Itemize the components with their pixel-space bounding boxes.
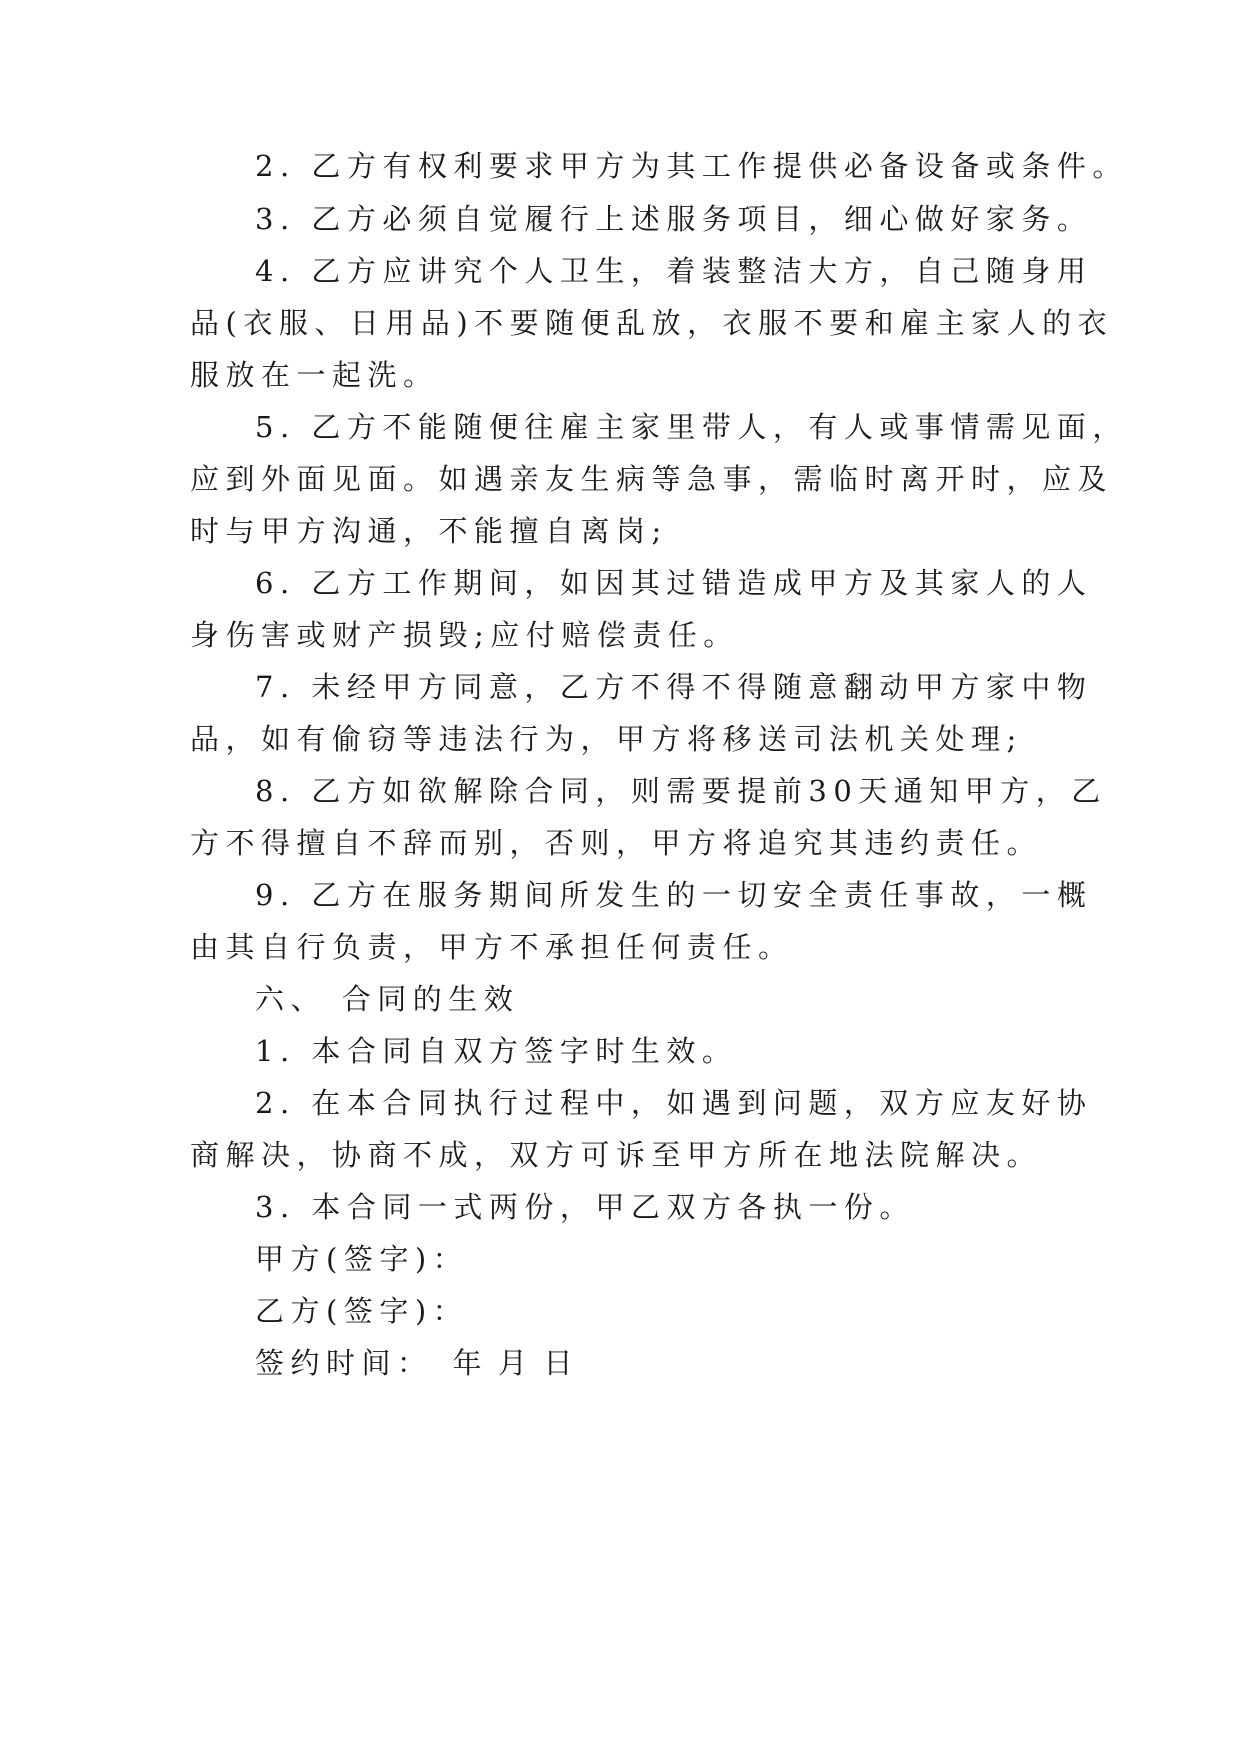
clause-5-line-1: 5. 乙方不能随便往雇主家里带人，有人或事情需见面， xyxy=(255,410,1128,444)
signing-date-line xyxy=(255,1343,1155,1383)
clause-7-line-1: 7. 未经甲方同意，乙方不得不得随意翻动甲方家中物 xyxy=(255,670,1093,704)
clause-3-line-1: 3. 乙方必须自觉履行上述服务项目，细心做好家务。 xyxy=(255,202,1093,236)
section-6-item-2-line-1: 2. 在本合同执行过程中，如遇到问题，双方应友好协 xyxy=(255,1086,1093,1120)
clause-4-line-2: 品(衣服、日用品)不要随便乱放，衣服不要和雇主家人的衣 xyxy=(190,306,1114,340)
clause-8-line-1: 8. 乙方如欲解除合同，则需要提前30天通知甲方，乙 xyxy=(255,774,1107,808)
clause-4-line-3: 服放在一起洗。 xyxy=(190,358,439,392)
clause-6-line-2: 身伤害或财产损毁;应付赔偿责任。 xyxy=(190,618,739,652)
party-b-signature-label: 乙方(签字)： xyxy=(255,1294,469,1328)
clause-9-line-2: 由其自行负责，甲方不承担任何责任。 xyxy=(190,930,794,964)
clause-4-line-1: 4. 乙方应讲究个人卫生，着装整洁大方，自己随身用 xyxy=(255,254,1093,288)
clause-8-line-2: 方不得擅自不辞而别，否则，甲方将追究其违约责任。 xyxy=(190,826,1043,860)
clause-7-line-2: 品，如有偷窃等违法行为，甲方将移送司法机关处理; xyxy=(190,722,1023,756)
section-6-item-3: 3. 本合同一式两份，甲乙双方各执一份。 xyxy=(255,1190,915,1224)
clause-9-line-1: 9. 乙方在服务期间所发生的一切安全责任事故，一概 xyxy=(255,878,1093,912)
clause-5-line-2: 应到外面见面。如遇亲友生病等急事，需临时离开时，应及 xyxy=(190,462,1114,496)
section-6-item-1: 1. 本合同自双方签字时生效。 xyxy=(255,1034,738,1068)
party-a-signature-label: 甲方(签字)： xyxy=(255,1242,469,1276)
signing-date-month: 月 xyxy=(498,1346,534,1380)
clause-6-line-1: 6. 乙方工作期间，如因其过错造成甲方及其家人的人 xyxy=(255,566,1093,600)
signing-date-label: 签约时间： xyxy=(255,1346,433,1380)
signing-date-day: 日 xyxy=(543,1346,580,1380)
section-6-item-2-line-2: 商解决，协商不成，双方可诉至甲方所在地法院解决。 xyxy=(190,1138,1043,1172)
signing-date-year: 年 xyxy=(452,1346,489,1380)
clause-5-line-3: 时与甲方沟通，不能擅自离岗; xyxy=(190,514,668,548)
clause-2-line-1: 2. 乙方有权利要求甲方为其工作提供必备设备或条件。 xyxy=(255,149,1128,183)
section-6-heading: 六、 合同的生效 xyxy=(255,982,520,1016)
